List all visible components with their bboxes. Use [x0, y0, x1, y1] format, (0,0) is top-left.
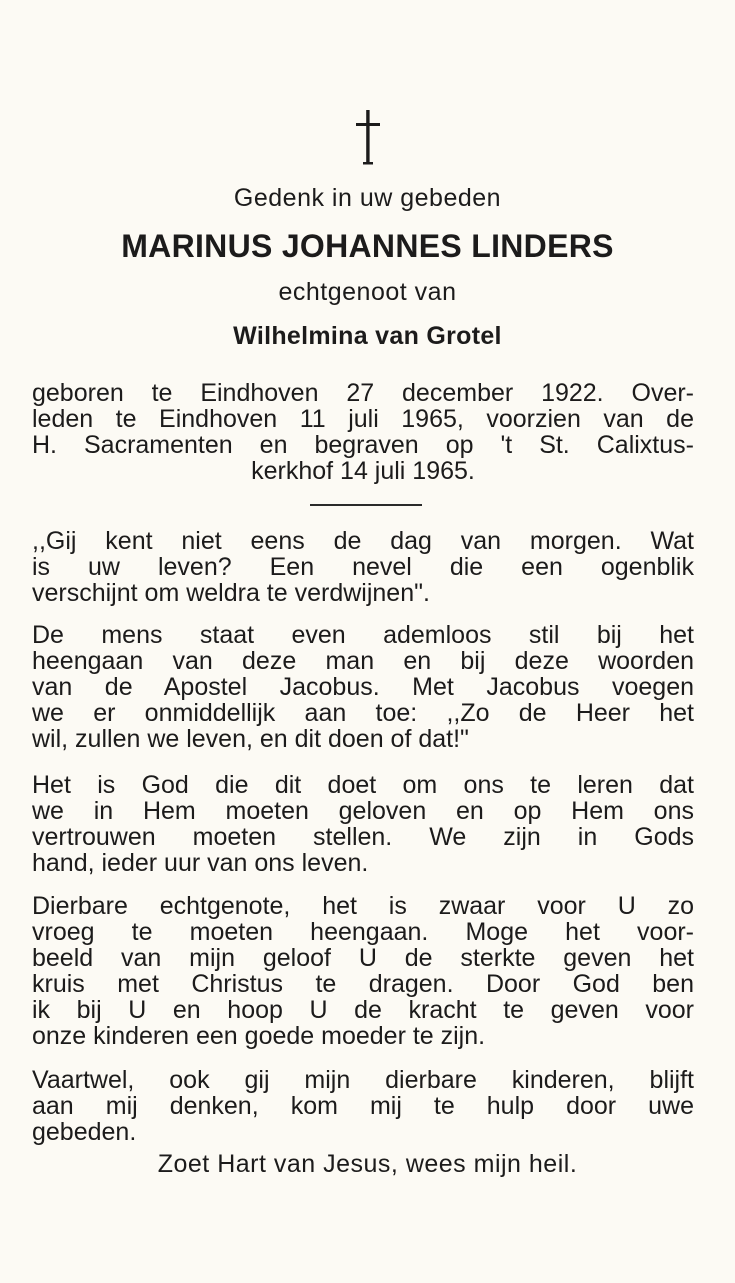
- paragraph-line: kruis met Christus te dragen. Door God ben: [32, 970, 694, 998]
- paragraph-line: vertrouwen moeten stellen. We zijn in Gods: [32, 823, 694, 851]
- divider-rule: [310, 504, 422, 506]
- paragraph-line: De mens staat even ademloos stil bij het: [32, 621, 694, 649]
- paragraph-line: we in Hem moeten geloven en op Hem ons: [32, 797, 694, 825]
- paragraph-line: we er onmiddellijk aan toe: ,,Zo de Heer het: [32, 699, 694, 727]
- paragraph-line: gebeden.: [32, 1118, 137, 1146]
- quote-paragraph: [32, 528, 694, 606]
- intro-text: Gedenk in uw gebeden: [233, 184, 502, 212]
- deceased-name: MARINUS JOHANNES LINDERS: [121, 228, 614, 264]
- paragraph-line: Vaartwel, ook gij mijn dierbare kinderen, blijft: [32, 1066, 694, 1094]
- paragraph-line: leden te Eindhoven 11 juli 1965, voorzien van de: [32, 405, 694, 433]
- children-farewell-paragraph: [32, 1067, 694, 1145]
- paragraph-line: verschijnt om weldra te verdwijnen".: [32, 579, 430, 607]
- spouse-farewell-paragraph: [32, 893, 694, 1049]
- paragraph-line: H. Sacramenten en begraven op 't St. Calixtus-: [32, 431, 694, 459]
- closing-prayer: Zoet Hart van Jesus, wees mijn heil.: [157, 1150, 578, 1178]
- paragraph-line: ,,Gij kent niet eens de dag van morgen. Wat: [32, 527, 694, 555]
- relation-text: echtgenoot van: [278, 278, 457, 306]
- paragraph-line: geboren te Eindhoven 27 december 1922. Over-: [32, 379, 694, 407]
- paragraph-line: Dierbare echtgenote, het is zwaar voor U zo: [32, 892, 694, 920]
- paragraph-line: beeld van mijn geloof U de sterkte geven het: [32, 944, 694, 972]
- paragraph-line: is uw leven? Een nevel die een ogenblik: [32, 553, 694, 581]
- paragraph-line: heengaan van deze man en bij deze woorden: [32, 647, 694, 675]
- paragraph-line: hand, ieder uur van ons leven.: [32, 849, 369, 877]
- cross-icon: [0, 108, 735, 171]
- paragraph-line: onze kinderen een goede moeder te zijn.: [32, 1022, 486, 1050]
- paragraph-line: aan mij denken, kom mij te hulp door uwe: [32, 1092, 694, 1120]
- birth-death-paragraph: [32, 380, 694, 484]
- paragraph-line: kerkhof 14 juli 1965.: [251, 457, 475, 485]
- spouse-name: Wilhelmina van Grotel: [233, 322, 502, 350]
- paragraph-line: ik bij U en hoop U de kracht te geven voor: [32, 996, 694, 1024]
- paragraph-line: vroeg te moeten heengaan. Moge het voor-: [32, 918, 694, 946]
- paragraph-line: van de Apostel Jacobus. Met Jacobus voegen: [32, 673, 694, 701]
- paragraph-line: wil, zullen we leven, en dit doen of dat!": [32, 725, 469, 753]
- paragraph-line: Het is God die dit doet om ons te leren dat: [32, 771, 694, 799]
- faith-paragraph: [32, 772, 694, 876]
- reflection-paragraph: [32, 622, 694, 752]
